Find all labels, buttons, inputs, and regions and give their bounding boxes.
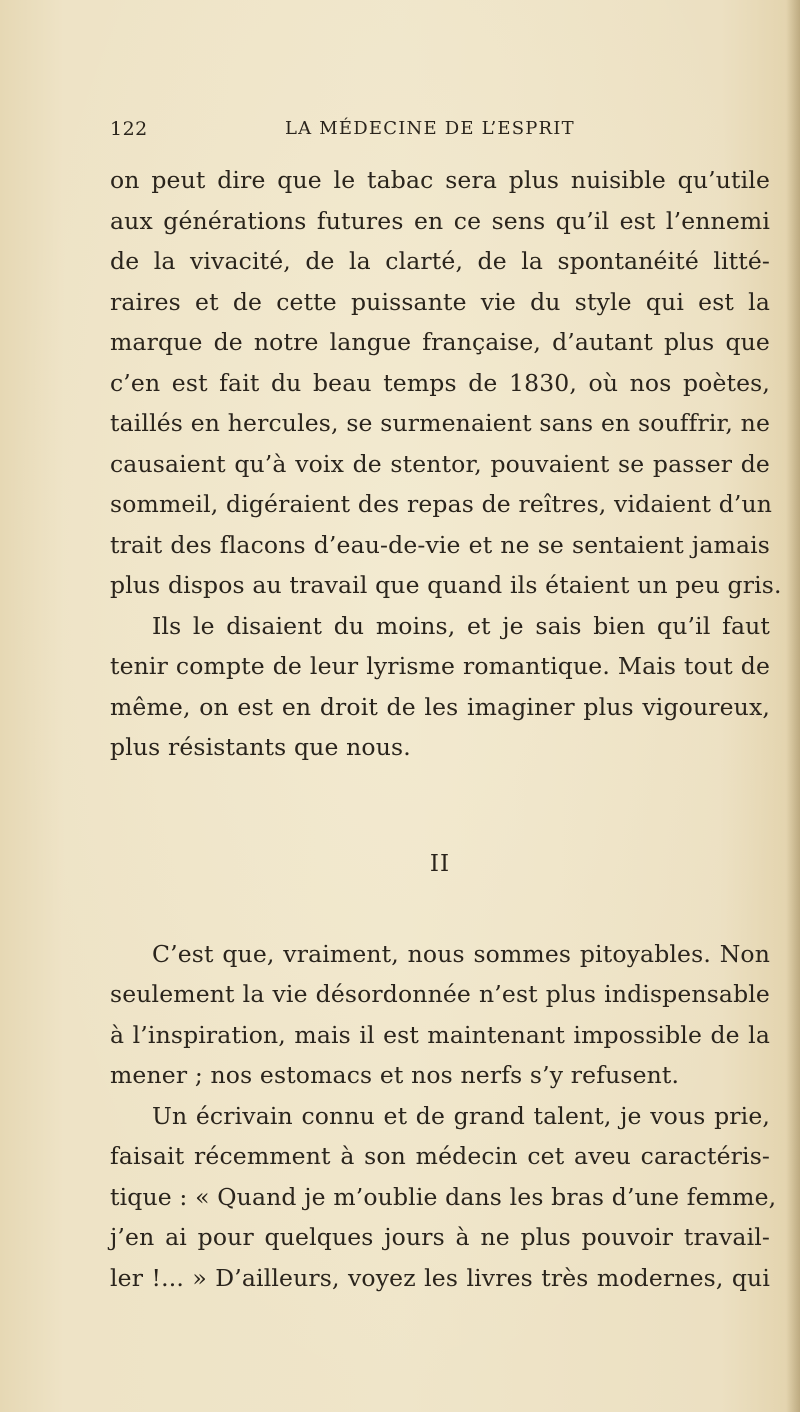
section-heading: II — [429, 850, 451, 877]
text-line: j’en ai pour quelques jours à ne plus pouvoir travail- — [110, 1223, 770, 1251]
text-line: causaient qu’à voix de stentor, pouvaient se passer de — [110, 449, 770, 478]
paragraph-2 — [110, 606, 770, 768]
page-number: 122 — [110, 118, 148, 140]
running-title: LA MÉDECINE DE L’ESPRIT — [285, 118, 575, 139]
text-line: à l’inspiration, mais il est maintenant impossible de la — [110, 1020, 770, 1049]
page-header — [110, 118, 760, 146]
text-line: sommeil, digéraient des repas de reîtres, vidaient d’un — [110, 490, 773, 518]
section-spacer — [110, 768, 770, 844]
text-line: marque de notre langue française, d’autant plus que — [110, 328, 770, 356]
text-line: Un écrivain connu et de grand talent, je vous prie, — [152, 1101, 770, 1130]
paragraph-1 — [110, 160, 782, 606]
page-edge-shadow — [786, 0, 800, 1412]
paragraph-3 — [110, 934, 770, 1096]
text-line: Ils le disaient du moins, et je sais bien qu’il faut — [152, 611, 770, 640]
text-line: tenir compte de leur lyrisme romantique. Mais tout de — [110, 652, 770, 680]
text-line: taillés en hercules, se surmenaient sans en souffrir, ne — [110, 409, 770, 437]
text-line: tique : « Quand je m’oublie dans les bras d’une femme, — [110, 1182, 777, 1211]
text-line: mener ; nos estomacs et nos nerfs s’y refusent. — [110, 1061, 680, 1089]
paragraph-4 — [110, 1096, 777, 1299]
text-line: plus dispos au travail que quand ils étaient un peu gris. — [110, 571, 782, 599]
text-line: trait des flacons d’eau-de-vie et ne se sentaient jamais — [110, 530, 770, 559]
text-line: seulement la vie désordonnée n’est plus indispensable — [110, 980, 770, 1008]
text-line: C’est que, vraiment, nous sommes pitoyables. Non — [152, 939, 770, 968]
body-text — [110, 160, 782, 1298]
text-line: ler !... » D’ailleurs, voyez les livres très modernes, qui — [110, 1263, 770, 1292]
text-line: faisait récemment à son médecin cet aveu caractéris- — [110, 1142, 770, 1170]
text-line: plus résistants que nous. — [110, 733, 411, 761]
text-line: on peut dire que le tabac sera plus nuisible qu’utile — [110, 166, 770, 194]
section-spacer — [110, 884, 770, 934]
text-line: c’en est fait du beau temps de 1830, où nos poètes, — [110, 368, 770, 397]
text-line: de la vivacité, de la clarté, de la spontanéité litté- — [110, 247, 770, 275]
text-line: aux générations futures en ce sens qu’il est l’ennemi — [110, 206, 770, 235]
text-line: raires et de cette puissante vie du style qui est la — [110, 287, 770, 316]
text-line: même, on est en droit de les imaginer plus vigoureux, — [110, 692, 770, 721]
